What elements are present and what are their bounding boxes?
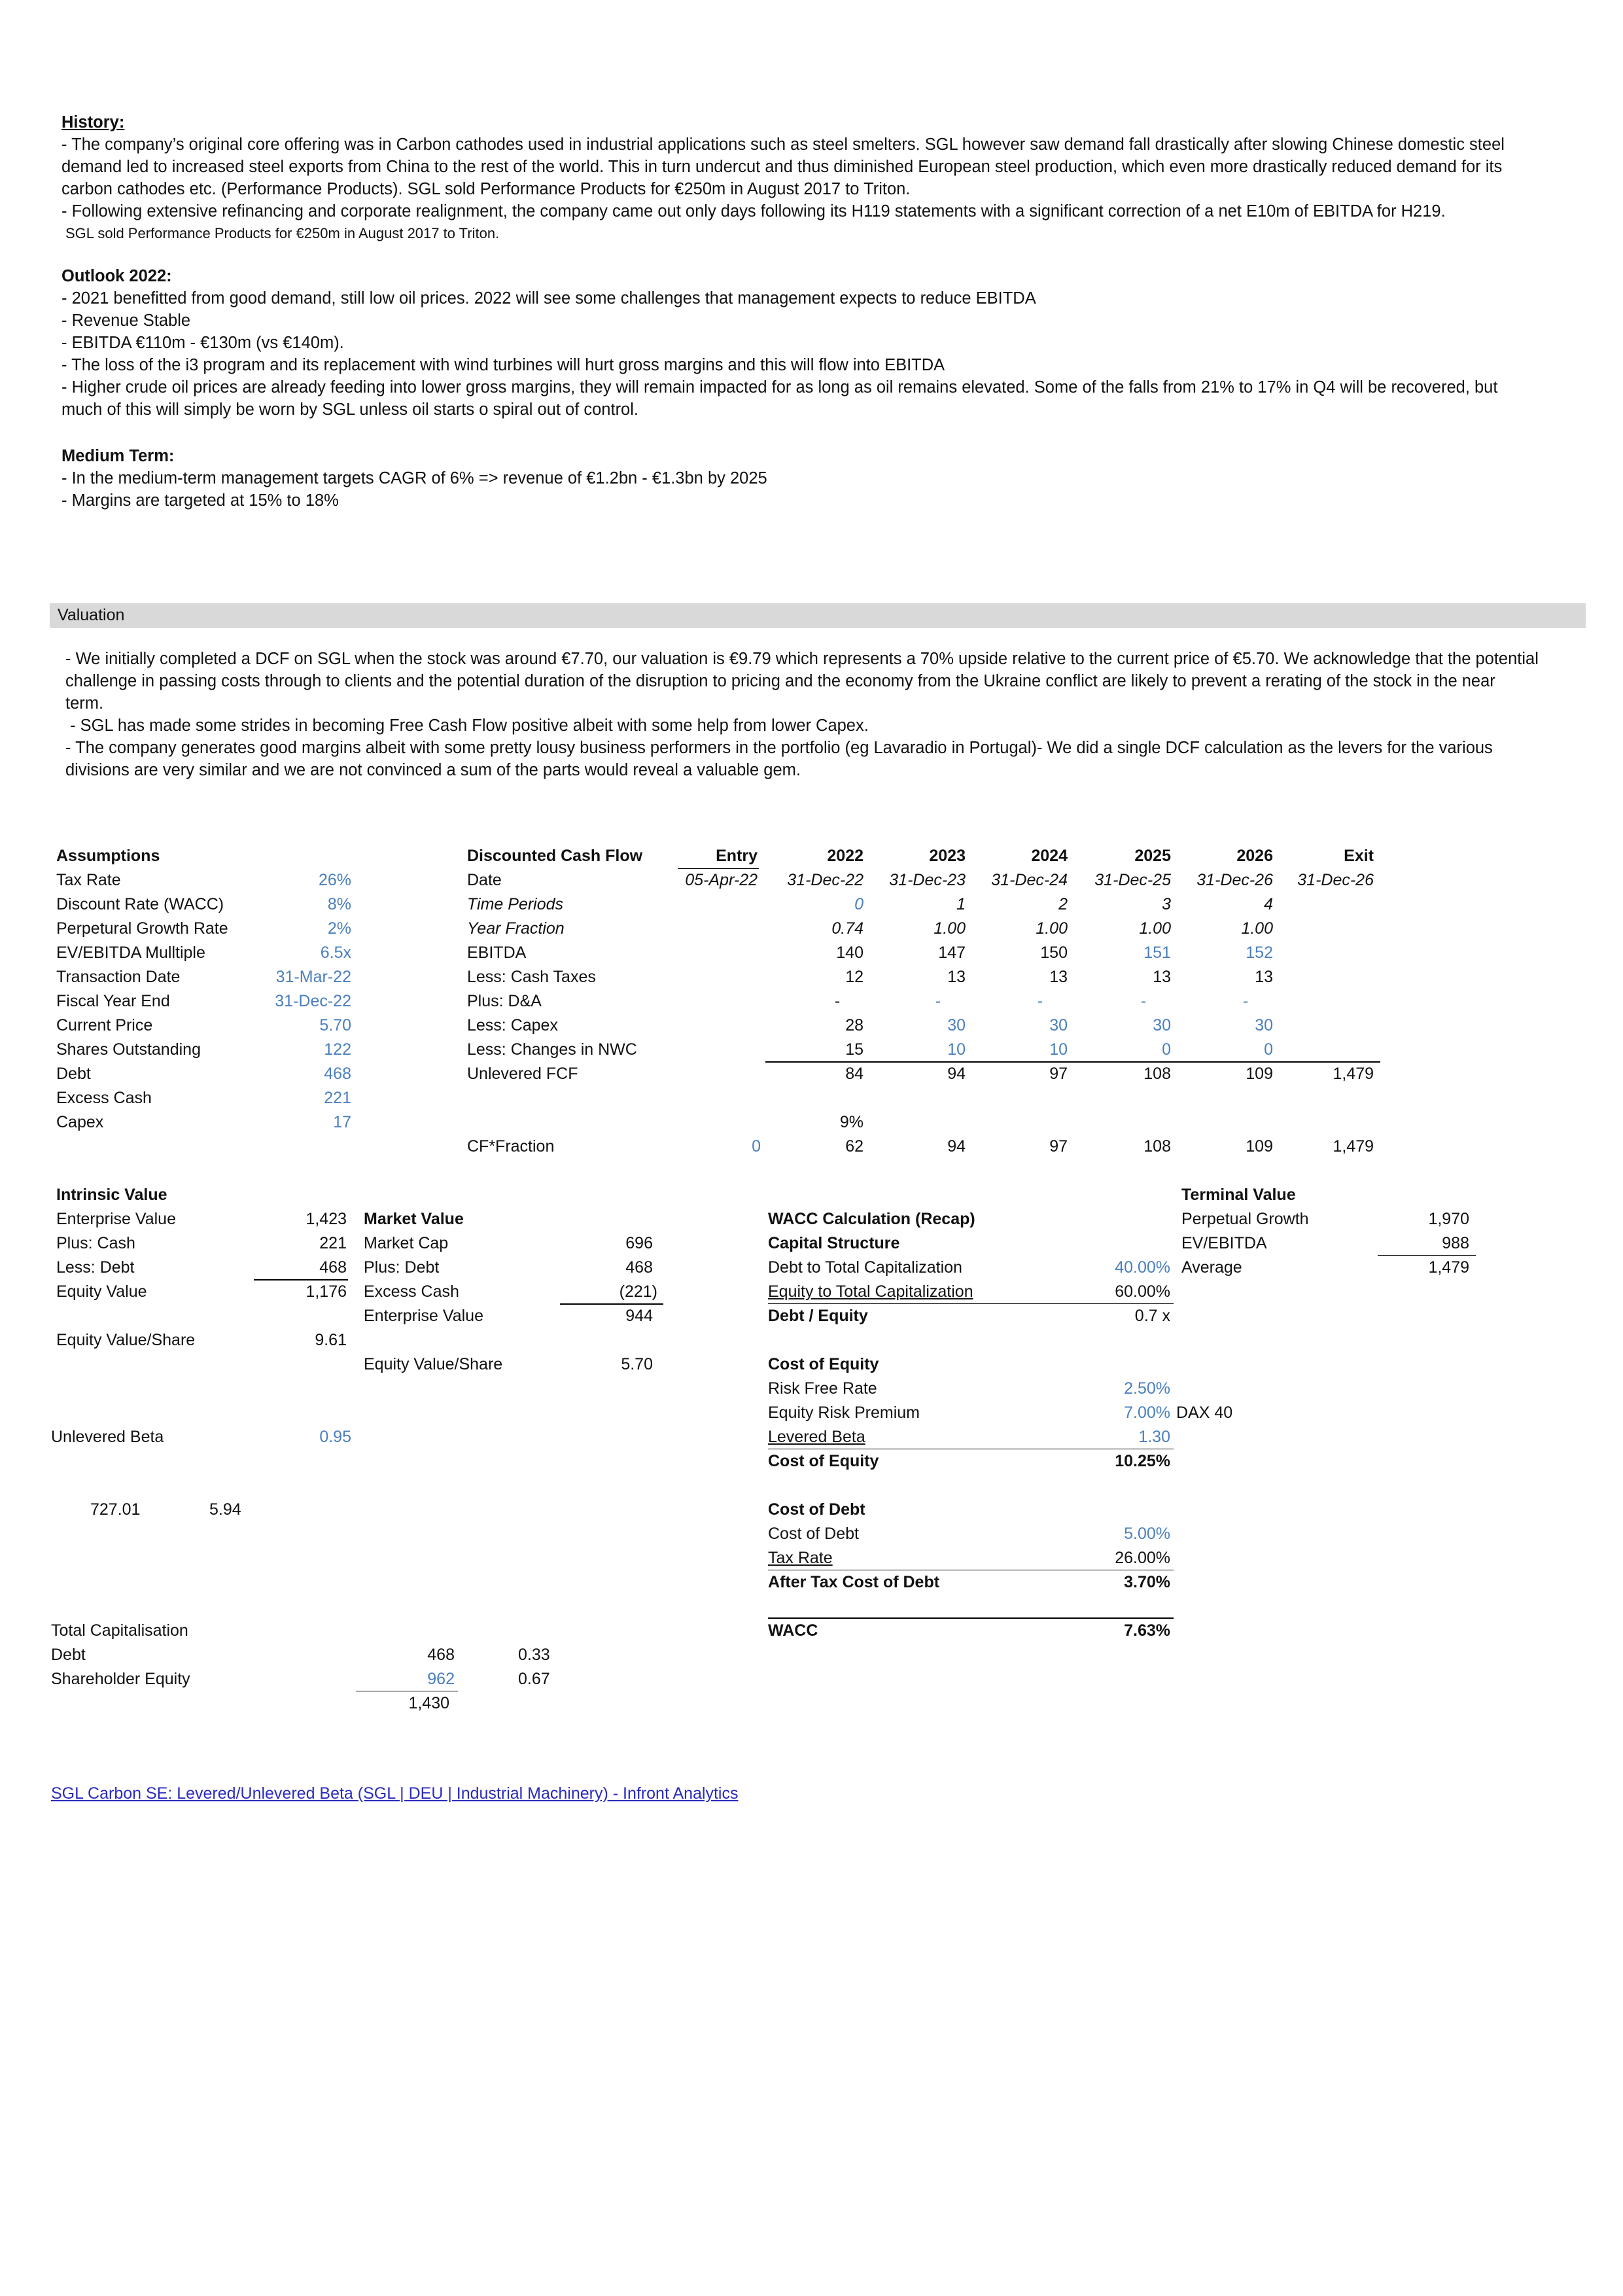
dcf-cell: 0 [752,1137,761,1156]
assumption-label: Tax Rate [56,871,121,889]
assumption-label: Transaction Date [56,968,181,986]
assumption-value[interactable]: 2% [327,919,351,938]
history-line: - Following extensive refinancing and corporate realignment, the company came out only days following its H119 statements with a significant correction of a net E10m of EBITDA for H219. [61,202,1446,221]
dcf-cell: 15 [845,1040,864,1059]
market-share-label: Equity Value/Share [364,1355,503,1373]
dcf-cell: 31-Dec-22 [787,871,864,889]
dcf-cell: 1.00 [1241,919,1273,938]
dcf-cell: 31-Dec-26 [1196,871,1273,889]
wacc-rule [768,1303,1174,1304]
wacc-value: 26.00% [1115,1549,1170,1567]
dcf-cell: 13 [1153,968,1171,986]
dcf-col-header: 2022 [827,847,864,865]
history-heading: History: [61,113,125,132]
assumption-label: Excess Cash [56,1089,152,1107]
medium-term-line: - In the medium-term management targets CAGR of 6% => revenue of €1.2bn - €1.3bn by 2025 [61,469,767,487]
history-line: demand led to increased steel exports from China to the rest of the world. This in turn undercut and thus diminished European steel production, which even more drastically reduced demand for its [61,158,1503,176]
intrinsic-value: 468 [319,1258,347,1277]
capitalisation-value[interactable]: 962 [427,1670,455,1688]
capitalisation-label: Debt [51,1646,86,1664]
dcf-cell: 94 [947,1065,966,1083]
medium-term-line: - Margins are targeted at 15% to 18% [61,491,339,510]
unlevered-beta-label: Unlevered Beta [51,1428,164,1446]
valuation-band-label: Valuation [58,606,125,624]
valuation-band [50,603,1586,628]
dcf-row-label: Time Periods [467,895,564,913]
wacc-label: Equity to Total Capitalization [768,1282,973,1301]
wacc-label: Risk Free Rate [768,1379,877,1398]
dcf-col-header: 2024 [1031,847,1068,865]
outlook-line: much of this will simply be worn by SGL unless oil starts o spiral out of control. [61,400,638,419]
medium-term-section [61,445,1566,512]
terminal-value: 1,479 [1428,1258,1469,1277]
assumption-value[interactable]: 8% [327,895,351,913]
dcf-cell: 10 [947,1040,966,1059]
dcf-cell: 1.00 [1036,919,1068,938]
dcf-row-label: CF*Fraction [467,1137,555,1156]
dcf-cell: 94 [947,1137,966,1156]
dcf-cell: 30 [1049,1016,1068,1034]
dcf-cell: 1.00 [1139,919,1171,938]
cost-of-equity-heading: Cost of Equity [768,1355,879,1373]
dcf-cell: 30 [947,1016,966,1034]
dcf-row-label: Less: Cash Taxes [467,968,596,986]
terminal-label: Perpetual Growth [1181,1210,1309,1228]
outlook-line: - Higher crude oil prices are already feeding into lower gross margins, they will remain impacted for as long as oil remains elevated. Some of the falls from 21% to 17% in Q4 will be recovered, but [61,378,1498,397]
unlevered-beta-value[interactable]: 0.95 [319,1428,351,1446]
wacc-value[interactable]: 2.50% [1124,1379,1170,1398]
market-rule [560,1303,663,1305]
wacc-value: 60.00% [1115,1282,1170,1301]
market-share-value: 5.70 [621,1355,653,1373]
wacc-label: Debt / Equity [768,1307,868,1325]
wacc-label: Levered Beta [768,1428,865,1446]
dcf-cell: 109 [1246,1137,1273,1156]
dcf-row-label: Plus: D&A [467,992,542,1010]
dcf-cell: - [1140,992,1147,1010]
valuation-line: - We initially completed a DCF on SGL when the stock was around €7.70, our valuation is €9.79 which represents a 70% upside relative to the current price of €5.70. We acknowledge that the potential [65,650,1539,668]
capitalisation-label: Shareholder Equity [51,1670,190,1688]
history-line: - The company’s original core offering was in Carbon cathodes used in industrial applications such as steel smelters. SGL however saw demand fall drastically after slowing Chinese domestic steel [61,135,1505,154]
market-value: 468 [625,1258,653,1277]
intrinsic-share-label: Equity Value/Share [56,1331,196,1349]
wacc-label: Tax Rate [768,1549,833,1567]
beta-source-link[interactable]: SGL Carbon SE: Levered/Unlevered Beta (SGL | DEU | Industrial Machinery) - Infront Analytics [51,1784,739,1803]
market-value: 944 [625,1307,653,1325]
wacc-label: After Tax Cost of Debt [768,1573,940,1591]
dcf-cell: 28 [845,1016,864,1034]
dcf-cell: 62 [845,1137,864,1156]
dcf-col-header: 2026 [1236,847,1273,865]
assumption-value[interactable]: 6.5x [320,944,351,962]
dcf-cell: 109 [1246,1065,1273,1083]
dcf-cell: 31-Dec-26 [1297,871,1374,889]
wacc-value: 0.7 x [1134,1307,1170,1325]
dcf-cell: 1,479 [1333,1137,1374,1156]
wacc-value[interactable]: 7.00% [1124,1404,1170,1422]
outlook-line: - The loss of the i3 program and its replacement with wind turbines will hurt gross margins and this will flow into EBITDA [61,356,945,374]
dcf-cell: 108 [1143,1137,1171,1156]
wacc-label: Equity Risk Premium [768,1404,920,1422]
dcf-cell: 152 [1246,944,1273,962]
market-value: 696 [625,1234,653,1252]
dcf-cell: 151 [1143,944,1171,962]
dcf-row-label: Unlevered FCF [467,1065,578,1083]
valuation-section [65,648,1570,781]
wacc-label: Cost of Equity [768,1452,879,1470]
outlook-line: - Revenue Stable [61,311,191,330]
dcf-cell: - [834,992,841,1010]
capitalisation-value: 468 [427,1646,455,1664]
valuation-line: - SGL has made some strides in becoming Free Cash Flow positive albeit with some help from lower Capex. [65,716,869,735]
market-heading: Market Value [364,1210,464,1228]
wacc-rule [768,1617,1174,1619]
capital-structure-heading: Capital Structure [768,1234,900,1252]
dcf-cell: 147 [938,944,966,962]
dcf-row-label: Year Fraction [467,919,565,938]
dcf-cell: 3 [1162,895,1171,913]
dcf-col-header: Entry [716,847,758,865]
valuation-line: divisions are very similar and we are not convinced a sum of the parts would reveal a valuable gem. [65,761,801,779]
intrinsic-label: Less: Debt [56,1258,135,1277]
misc-value: 5.94 [209,1500,241,1519]
dcf-cell: 1 [956,895,966,913]
dcf-cell: - [1242,992,1249,1010]
dcf-row-label: EBITDA [467,944,527,962]
market-label: Market Cap [364,1234,449,1252]
dcf-cell: 84 [845,1065,864,1083]
assumption-value[interactable]: 5.70 [319,1016,351,1034]
capitalisation-ratio: 0.67 [518,1670,550,1688]
assumption-value[interactable]: 17 [333,1113,351,1131]
dcf-cell: 97 [1049,1065,1068,1083]
intrinsic-label: Plus: Cash [56,1234,135,1252]
dcf-col-header: Exit [1344,847,1374,865]
dcf-cell: 30 [1153,1016,1171,1034]
dcf-row-label: Date [467,871,502,889]
terminal-rule [1378,1255,1476,1256]
terminal-heading: Terminal Value [1181,1186,1296,1204]
market-label: Excess Cash [364,1282,459,1301]
intrinsic-value: 221 [319,1234,347,1252]
assumption-label: Shares Outstanding [56,1040,201,1059]
history-section [61,111,1566,245]
wacc-value[interactable]: 40.00% [1115,1258,1170,1277]
history-line: carbon cathodes etc. (Performance Products). SGL sold Performance Products for €250m in August 2017 to Triton. [61,180,911,198]
dcf-cell: 108 [1143,1065,1171,1083]
dcf-cell: 13 [1049,968,1068,986]
terminal-value: 1,970 [1428,1210,1469,1228]
dcf-cell: 12 [845,968,864,986]
dcf-cell: 1.00 [934,919,966,938]
outlook-heading: Outlook 2022: [61,267,172,285]
terminal-label: Average [1181,1258,1242,1277]
dcf-cell: 31-Dec-24 [991,871,1068,889]
dcf-heading: Discounted Cash Flow [467,847,643,865]
assumption-value[interactable]: 26% [318,871,351,889]
outlook-line: - EBITDA €110m - €130m (vs €140m). [61,334,344,352]
terminal-label: EV/EBITDA [1181,1234,1267,1252]
intrinsic-label: Enterprise Value [56,1210,176,1228]
dcf-cell: 4 [1264,895,1273,913]
intrinsic-rule [254,1279,348,1280]
valuation-line: challenge in passing costs through to clients and the potential duration of the disruption to pricing and the economy from the Ukraine conflict are likely to prevent a rerating of the stock in the near [65,672,1495,690]
dcf-cell: - [935,992,941,1010]
intrinsic-share-value: 9.61 [315,1331,347,1349]
terminal-value: 988 [1442,1234,1469,1252]
dcf-cell: 31-Dec-25 [1094,871,1171,889]
dcf-cell: 150 [1040,944,1068,962]
assumption-label: EV/EBITDA Mulltiple [56,944,205,962]
assumption-value[interactable]: 468 [324,1065,351,1083]
wacc-value[interactable]: 1.30 [1138,1428,1170,1446]
wacc-label: WACC [768,1621,818,1640]
capitalisation-heading: Total Capitalisation [51,1621,188,1640]
dcf-cell: 31-Dec-23 [889,871,966,889]
intrinsic-label: Equity Value [56,1282,147,1301]
outlook-section [61,265,1566,421]
intrinsic-value: 1,423 [305,1210,347,1228]
dcf-cell: 30 [1255,1016,1273,1034]
assumptions-heading: Assumptions [56,847,160,865]
capitalisation-ratio: 0.33 [518,1646,550,1664]
dcf-cell: 97 [1049,1137,1068,1156]
capitalisation-total: 1,430 [408,1694,449,1712]
intrinsic-heading: Intrinsic Value [56,1186,167,1204]
wacc-label: Debt to Total Capitalization [768,1258,962,1277]
wacc-value: 7.63% [1124,1621,1170,1640]
dcf-cell: 0.74 [831,919,864,938]
dcf-cell: 140 [836,944,864,962]
valuation-line: - The company generates good margins albeit with some pretty lousy business performers in the portfolio (eg Lavaradio in Portugal)- We did a single DCF calculation as the levers for the various [65,739,1493,757]
dcf-total-rule [765,1061,1380,1063]
wacc-label: Cost of Debt [768,1525,859,1543]
assumption-label: Perpetural Growth Rate [56,919,228,938]
assumption-value[interactable]: 31-Mar-22 [275,968,351,986]
assumption-value[interactable]: 221 [324,1089,351,1107]
dcf-cell: 13 [1255,968,1273,986]
market-label: Plus: Debt [364,1258,440,1277]
market-label: Enterprise Value [364,1307,483,1325]
history-small-line: SGL sold Performance Products for €250m in August 2017 to Triton. [65,225,500,241]
dcf-col-header: 2023 [929,847,966,865]
assumption-label: Capex [56,1113,104,1131]
medium-term-heading: Medium Term: [61,447,175,465]
dcf-col-header: 2025 [1134,847,1171,865]
cost-of-debt-heading: Cost of Debt [768,1500,865,1519]
wacc-value[interactable]: 5.00% [1124,1525,1170,1543]
wacc-heading: WACC Calculation (Recap) [768,1210,975,1228]
dcf-cell: 0 [854,895,864,913]
wacc-value: 10.25% [1115,1452,1170,1470]
assumption-label: Debt [56,1065,91,1083]
assumption-label: Discount Rate (WACC) [56,895,224,913]
assumption-label: Fiscal Year End [56,992,170,1010]
dcf-cell: 05-Apr-22 [685,871,758,889]
intrinsic-value: 1,176 [305,1282,347,1301]
erp-note: DAX 40 [1176,1404,1233,1422]
dcf-cell: 10 [1049,1040,1068,1059]
wacc-value: 3.70% [1124,1573,1170,1591]
assumption-value[interactable]: 122 [324,1040,351,1059]
market-value: (221) [619,1282,657,1301]
dcf-cell: 0 [1264,1040,1273,1059]
assumption-label: Current Price [56,1016,153,1034]
assumption-value[interactable]: 31-Dec-22 [275,992,351,1010]
dcf-cell: 2 [1058,895,1068,913]
outlook-line: - 2021 benefitted from good demand, still low oil prices. 2022 will see some challenges that management expects to reduce EBITDA [61,289,1036,308]
dcf-cell: - [1037,992,1043,1010]
dcf-row-label: Less: Capex [467,1016,558,1034]
dcf-cell: 1,479 [1333,1065,1374,1083]
dcf-row-label: Less: Changes in NWC [467,1040,637,1059]
valuation-line: term. [65,694,104,713]
misc-value: 727.01 [90,1500,141,1519]
dcf-cell: 0 [1162,1040,1171,1059]
dcf-cell: 13 [947,968,966,986]
dcf-extra-pct: 9% [839,1113,864,1131]
